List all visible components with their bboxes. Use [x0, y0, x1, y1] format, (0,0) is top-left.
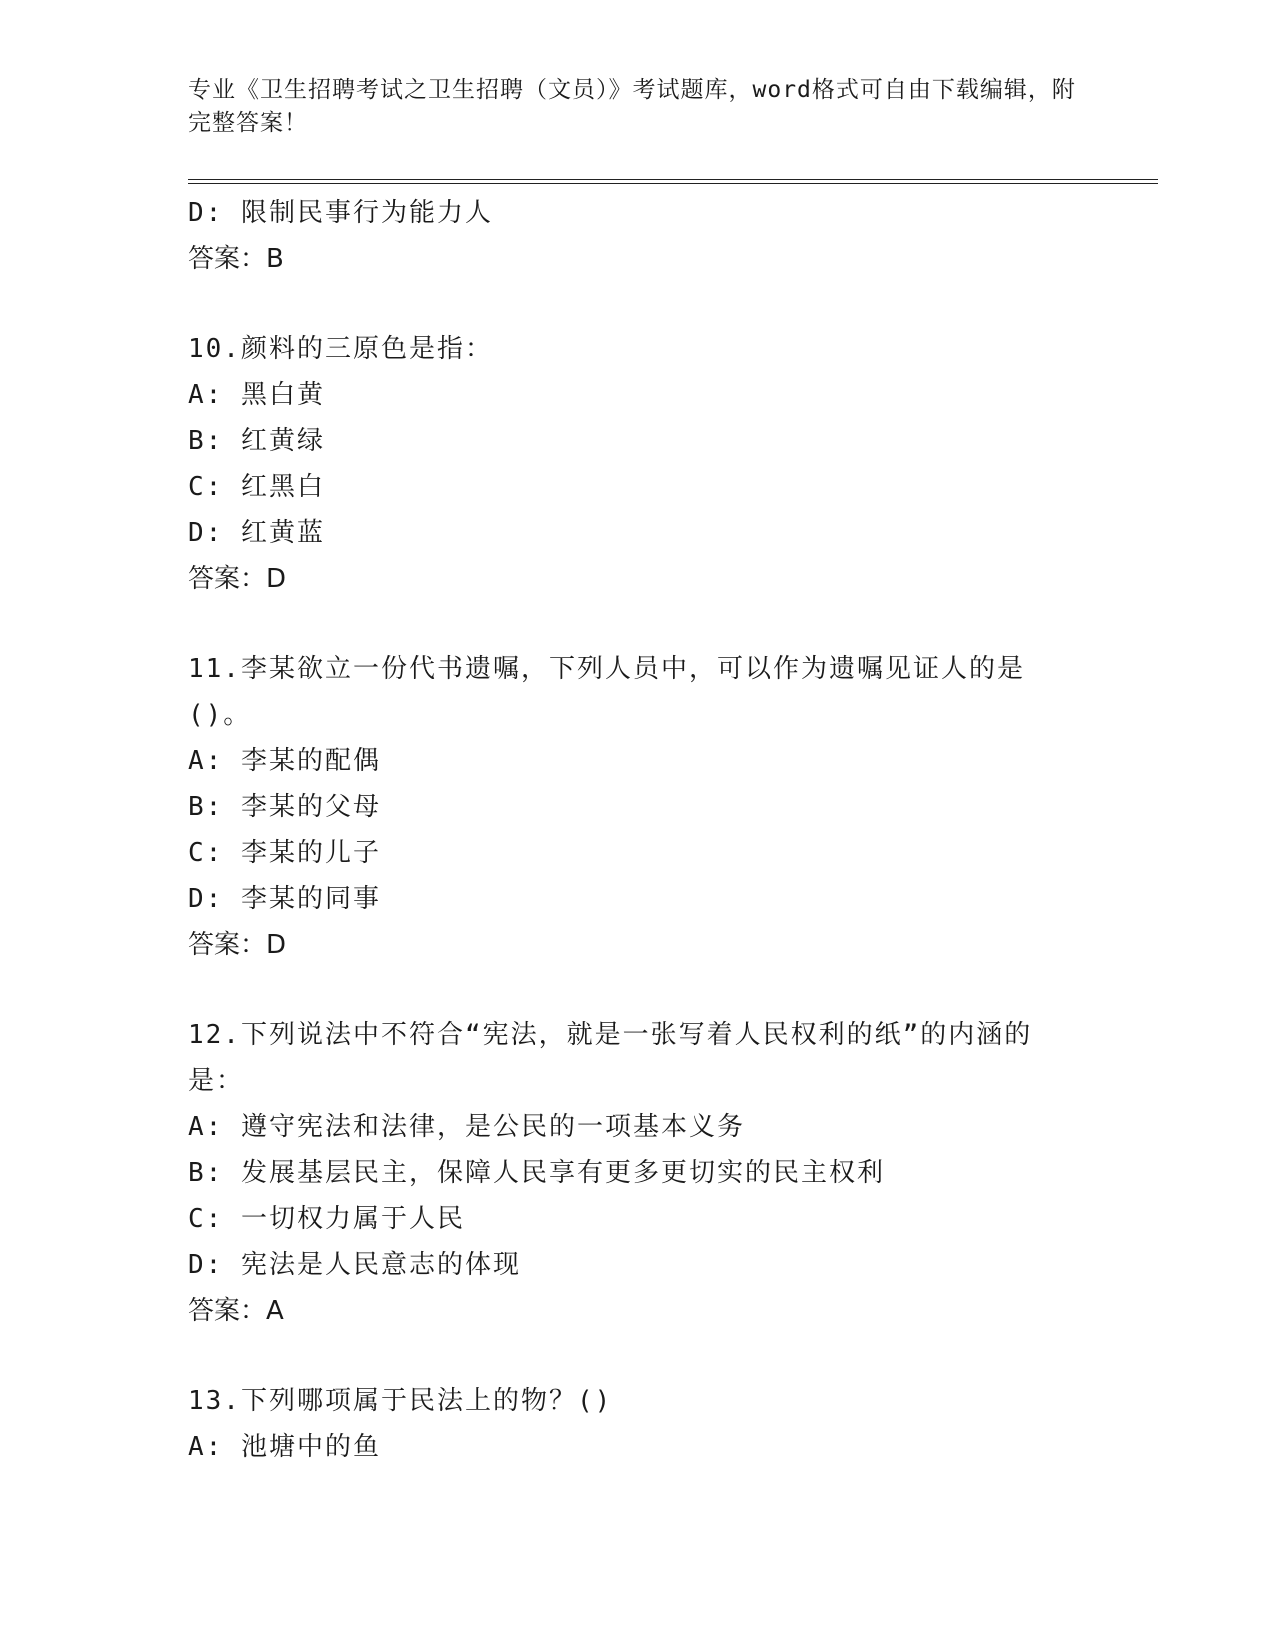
- document-header: 专业《卫生招聘考试之卫生招聘（文员）》考试题库，word格式可自由下载编辑，附完整答案！: [188, 77, 1076, 136]
- option-c: C: 红黑白: [188, 472, 325, 502]
- option-d: D: 宪法是人民意志的体现: [188, 1250, 521, 1280]
- spacer: [188, 968, 1088, 1012]
- option-b: B: 李某的父母: [188, 792, 381, 822]
- header-divider: [188, 179, 1158, 184]
- option-a: A: 遵守宪法和法律，是公民的一项基本义务: [188, 1112, 745, 1142]
- option-a: A: 黑白黄: [188, 380, 325, 410]
- option-a: A: 李某的配偶: [188, 746, 381, 776]
- answer-label: 答案：A: [188, 1296, 284, 1326]
- question-stem: 11.李某欲立一份代书遗嘱，下列人员中，可以作为遗嘱见证人的是()。: [188, 654, 1025, 730]
- answer-label: 答案：D: [188, 930, 287, 960]
- question-stem: 13.下列哪项属于民法上的物？(): [188, 1386, 613, 1416]
- option-d: D: 限制民事行为能力人: [188, 198, 493, 228]
- option-a: A: 池塘中的鱼: [188, 1432, 381, 1462]
- question-stem: 10.颜料的三原色是指：: [188, 334, 493, 364]
- option-d: D: 李某的同事: [188, 884, 381, 914]
- spacer: [188, 282, 1088, 326]
- option-b: B: 红黄绿: [188, 426, 325, 456]
- answer-label: 答案：D: [188, 564, 287, 594]
- question-stem: 12.下列说法中不符合“宪法，就是一张写着人民权利的纸”的内涵的是：: [188, 1020, 1033, 1096]
- answer-label: 答案：B: [188, 244, 284, 274]
- option-c: C: 一切权力属于人民: [188, 1204, 465, 1234]
- question-list: [188, 190, 1088, 1470]
- spacer: [188, 1334, 1088, 1378]
- option-c: C: 李某的儿子: [188, 838, 381, 868]
- option-b: B: 发展基层民主，保障人民享有更多更切实的民主权利: [188, 1158, 885, 1188]
- option-d: D: 红黄蓝: [188, 518, 325, 548]
- spacer: [188, 602, 1088, 646]
